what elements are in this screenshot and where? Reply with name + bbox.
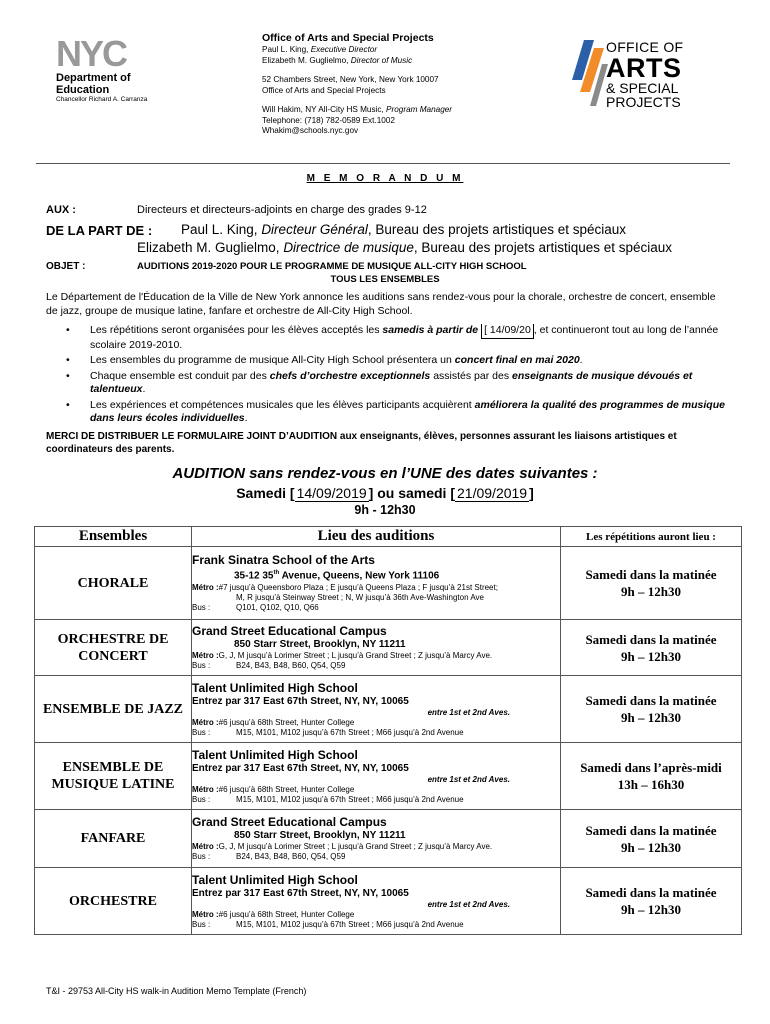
office-title: Office of Arts and Special Projects [262,32,434,44]
audition-location [192,620,561,676]
header-rehearsals: Les répétitions auront lieu : [561,527,742,547]
bus-label: Bus : [192,794,211,804]
ensemble-name: ORCHESTRE DE CONCERT [35,620,192,676]
audition-or-label: ] ou samedi [ [368,485,456,501]
metro-text: #6 jusqu’à 68th Street, Hunter College [218,909,355,919]
bullet-1 [66,324,742,352]
bus-line [192,795,560,805]
rehearsal-hours: 9h – 12h30 [621,584,681,599]
letterhead [262,32,562,137]
rehearsal-day: Samedi dans la matinée [585,693,717,708]
bullet-1-emph: samedis à partir de [382,324,479,336]
school-address: Entrez par 317 East 67th Street, NY, NY, 10065 [192,762,409,774]
table-row [35,676,742,743]
arts-logo-line4: PROJECTS [606,94,681,110]
bus-text: M15, M101, M102 jusqu’à 67th Street ; M66 jusqu’à 2nd Avenue [236,919,464,929]
audition-time: 9h - 12h30 [354,503,416,517]
contact-name: Will Hakim, NY All-City HS Music, [262,105,387,114]
audition-location [192,547,561,620]
bullet-3-emph-1: chefs d’orchestre exceptionnels [269,369,431,382]
music-director-role: Director of Music [350,55,413,65]
bullet-3 [66,370,742,397]
metro-label: Métro : [192,784,219,794]
metro-text: #6 jusqu’à 68th Street, Hunter College [218,784,355,794]
ensemble-name: CHORALE [35,547,192,620]
rehearsal-date-field[interactable]: [ 14/09/20 [481,324,534,339]
ensemble-name: ORCHESTRE [35,868,192,935]
header-ensembles: Ensembles [35,527,192,547]
school-name: Grand Street Educational Campus [192,624,387,638]
aux-text: Directeurs et directeurs-adjoints en charge des grades 9-12 [137,204,427,216]
contact-phone: Telephone: (718) 782-0589 Ext.1002 [262,115,395,125]
rehearsal-day: Samedi dans la matinée [585,567,717,582]
school-name: Talent Unlimited High School [192,680,358,695]
bullet-1-text-c: , et continueront tout au long de l’année scolaire 2019-2010. [90,324,719,351]
music-director-line [262,56,562,67]
audition-location [192,810,561,868]
bus-label: Bus : [192,919,211,929]
school-name: Frank Sinatra School of the Arts [192,553,375,568]
bus-text: B24, B43, B48, B60, Q54, Q59 [236,852,346,861]
bus-label: Bus : [192,602,211,612]
rehearsal-hours: 9h – 12h30 [621,839,681,855]
school-name: Talent Unlimited High School [192,872,358,887]
bullet-4-text-a: Les expériences et compétences musicales que les élèves participants acquièrent [90,398,475,411]
exec-director-name: Paul L. King, [262,45,311,54]
cross-streets: entre 1st et 2nd Aves. [427,707,510,717]
arts-logo-line3: & SPECIAL [606,80,679,96]
arts-logo-line2: ARTS [606,53,682,83]
contact-role: Program Manager [386,105,453,114]
table-row [35,743,742,810]
metro-line [192,785,560,795]
bullet-1-text-a: Les répétitions seront organisées pour les élèves acceptés les [90,324,383,336]
bullet-4-text-c: . [244,412,248,424]
from-name-2: Elizabeth M. Guglielmo, [137,240,284,255]
exec-director-line [262,45,562,56]
ensemble-name: ENSEMBLE DE JAZZ [35,676,192,743]
bullet-2-emph: concert final en mai 2020 [454,354,580,366]
bus-label: Bus : [192,661,211,670]
school-address: Entrez par 317 East 67th Street, NY, NY, 10065 [192,887,409,899]
rehearsal-hours: 9h – 12h30 [621,902,681,917]
address-part-b: Avenue, Queens, New York 11106 [279,570,440,582]
audition-location [192,743,561,810]
ensemble-name: ENSEMBLE DE MUSIQUE LATINE [35,743,192,810]
metro-line-2: M, R jusqu’à Steinway Street ; N, W jusqu’à 36th Ave-Washington Ave [236,592,484,602]
address-line-1: 52 Chambers Street, New York, New York 10007 [262,75,439,84]
bus-label: Bus : [192,727,211,737]
audition-heading: AUDITION sans rendez-vous en l’UNE des dates suivantes : [172,465,598,482]
bullet-3-text-c: assistés par des [430,369,512,382]
bus-label: Bus : [192,852,211,861]
school-address: 850 Starr Street, Brooklyn, NY 11211 [234,830,406,841]
metro-line [192,583,560,593]
rehearsal-day: Samedi dans la matinée [585,822,717,838]
bus-line [192,661,560,671]
bus-line [192,920,560,930]
exec-director-role: Executive Director [310,45,378,54]
bullet-2-text-c: . [579,354,583,366]
bullet-2-text-a: Les ensembles du programme de musique All-City High School présentera un [90,354,455,366]
rehearsal-time [561,743,742,810]
address-line-2: Office of Arts and Special Projects [262,85,386,95]
chancellor-line: Chancellor Richard A. Carranza [56,96,148,103]
audition-close-bracket: ] [529,485,534,501]
from-role-2: Directrice de musique [283,240,414,255]
bus-text: Q101, Q102, Q10, Q66 [236,602,319,612]
metro-text: #7 jusqu’à Queensboro Plaza ; E jusqu’à Queens Plaza ; F jusqu’à 21st Street; [218,582,498,592]
rehearsal-time [561,620,742,676]
rehearsal-time [561,868,742,935]
memo-title: M E M O R A N D U M [306,173,464,184]
audition-samedi-label: Samedi [ [236,485,295,501]
school-address [192,567,560,582]
ensemble-name: FANFARE [35,810,192,868]
audition-date-2-field[interactable]: 21/09/2019 [457,485,528,501]
audition-schedule-table [34,526,742,935]
rehearsal-day: Samedi dans la matinée [585,631,717,647]
from-office-2: , Bureau des projets artistiques et spéciaux [413,240,673,255]
rehearsal-day: Samedi dans la matinée [585,885,717,900]
bus-text: B24, B43, B48, B60, Q54, Q59 [236,661,346,670]
rehearsal-hours: 9h – 12h30 [621,710,681,725]
table-header-row [35,527,742,547]
rehearsal-hours: 13h – 16h30 [617,777,685,792]
bus-text: M15, M101, M102 jusqu’à 67th Street ; M66 jusqu’à 2nd Avenue [236,727,464,737]
objet-label: OBJET : [46,261,86,272]
from-role-1: Directeur Général [261,222,368,237]
metro-label: Métro : [192,582,219,592]
metro-line [192,910,560,920]
contact-email: Whakim@schools.nyc.gov [262,126,359,135]
bullet-4-emph: améliorera la qualité des programmes de musique dans leurs écoles individuelles [90,398,725,424]
metro-line [192,718,560,728]
department-name: Department of Education [56,72,131,96]
metro-label: Métro : [192,842,219,851]
intro-paragraph: Le Département de l'Éducation de la Ville de New York annonce les auditions sans rendez-vous pour la chorale, orchestre de concert, ensemble de jazz, groupe de musique latine, fanfare et orchestre de All-City High School. [46,291,716,317]
metro-line [192,651,560,661]
table-row [35,810,742,868]
school-name: Talent Unlimited High School [192,747,358,762]
table-row [35,620,742,676]
audition-date-1-field[interactable]: 14/09/2019 [296,485,367,501]
distribution-note: MERCI DE DISTRIBUER LE FORMULAIRE JOINT D’AUDITION aux enseignants, élèves, personnes assurant les liaisons artistiques et coordinateurs des parents. [46,431,677,455]
school-address: Entrez par 317 East 67th Street, NY, NY, 10065 [192,695,409,707]
bullet-3-text-e: . [142,383,146,395]
school-name: Grand Street Educational Campus [192,815,387,829]
music-director-name: Elizabeth M. Guglielmo, [262,55,351,65]
cross-streets: entre 1st et 2nd Aves. [427,899,510,909]
metro-text: G, J, M jusqu’à Lorimer Street ; L jusqu’à Grand Street ; Z jusqu’à Marcy Ave. [218,842,493,851]
bus-text: M15, M101, M102 jusqu’à 67th Street ; M66 jusqu’à 2nd Avenue [236,794,464,804]
contact-line [262,105,562,116]
bullet-list [66,324,742,428]
arts-logo-line1: OFFICE OF [606,39,684,55]
metro-label: Métro : [192,909,219,919]
bullet-3-text-a: Chaque ensemble est conduit par des [90,369,270,382]
metro-line [192,842,560,852]
rehearsal-date-value: 14/09/20 [489,324,531,336]
nyc-logo-mark: NYC [56,33,127,74]
audition-dates [0,485,770,502]
header-location: Lieu des auditions [192,527,561,547]
document-footer: T&I - 29753 All-City HS walk-in Audition Memo Template (French) [46,986,307,996]
aux-label: AUX : [46,204,76,216]
table-row [35,868,742,935]
cross-streets: entre 1st et 2nd Aves. [427,774,510,784]
bus-line [192,603,560,613]
from-line-1 [181,222,626,237]
metro-text: #6 jusqu’à 68th Street, Hunter College [218,717,355,727]
bus-line [192,728,560,738]
rehearsal-day: Samedi dans l’après-midi [580,760,722,775]
from-label: DE LA PART DE : [46,223,153,238]
metro-label: Métro : [192,717,219,727]
rehearsal-time [561,547,742,620]
objet-line-1: AUDITIONS 2019-2020 POUR LE PROGRAMME DE MUSIQUE ALL-CITY HIGH SCHOOL [137,261,527,272]
table-row [35,547,742,620]
audition-location [192,676,561,743]
address-sup: th [273,570,280,577]
from-name-1: Paul L. King, [181,222,262,237]
audition-location [192,868,561,935]
metro-label: Métro : [192,651,219,660]
header-divider [36,163,730,164]
bullet-3-emph-2: enseignants de musique dévoués et talentueux [90,369,693,395]
metro-text: G, J, M jusqu’à Lorimer Street ; L jusqu’à Grand Street ; Z jusqu’à Marcy Ave. [218,651,493,660]
address-part-a: 35-12 35 [234,570,274,582]
bullet-4 [66,399,742,426]
bus-line [192,852,560,862]
rehearsal-hours: 9h – 12h30 [621,648,681,664]
from-line-2 [137,240,672,255]
rehearsal-time [561,676,742,743]
school-address: 850 Starr Street, Brooklyn, NY 11211 [234,639,406,650]
objet-line-2: TOUS LES ENSEMBLES [330,274,440,285]
bullet-2 [66,354,742,368]
from-office-1: , Bureau des projets artistiques et spéciaux [367,222,627,237]
rehearsal-time [561,810,742,868]
